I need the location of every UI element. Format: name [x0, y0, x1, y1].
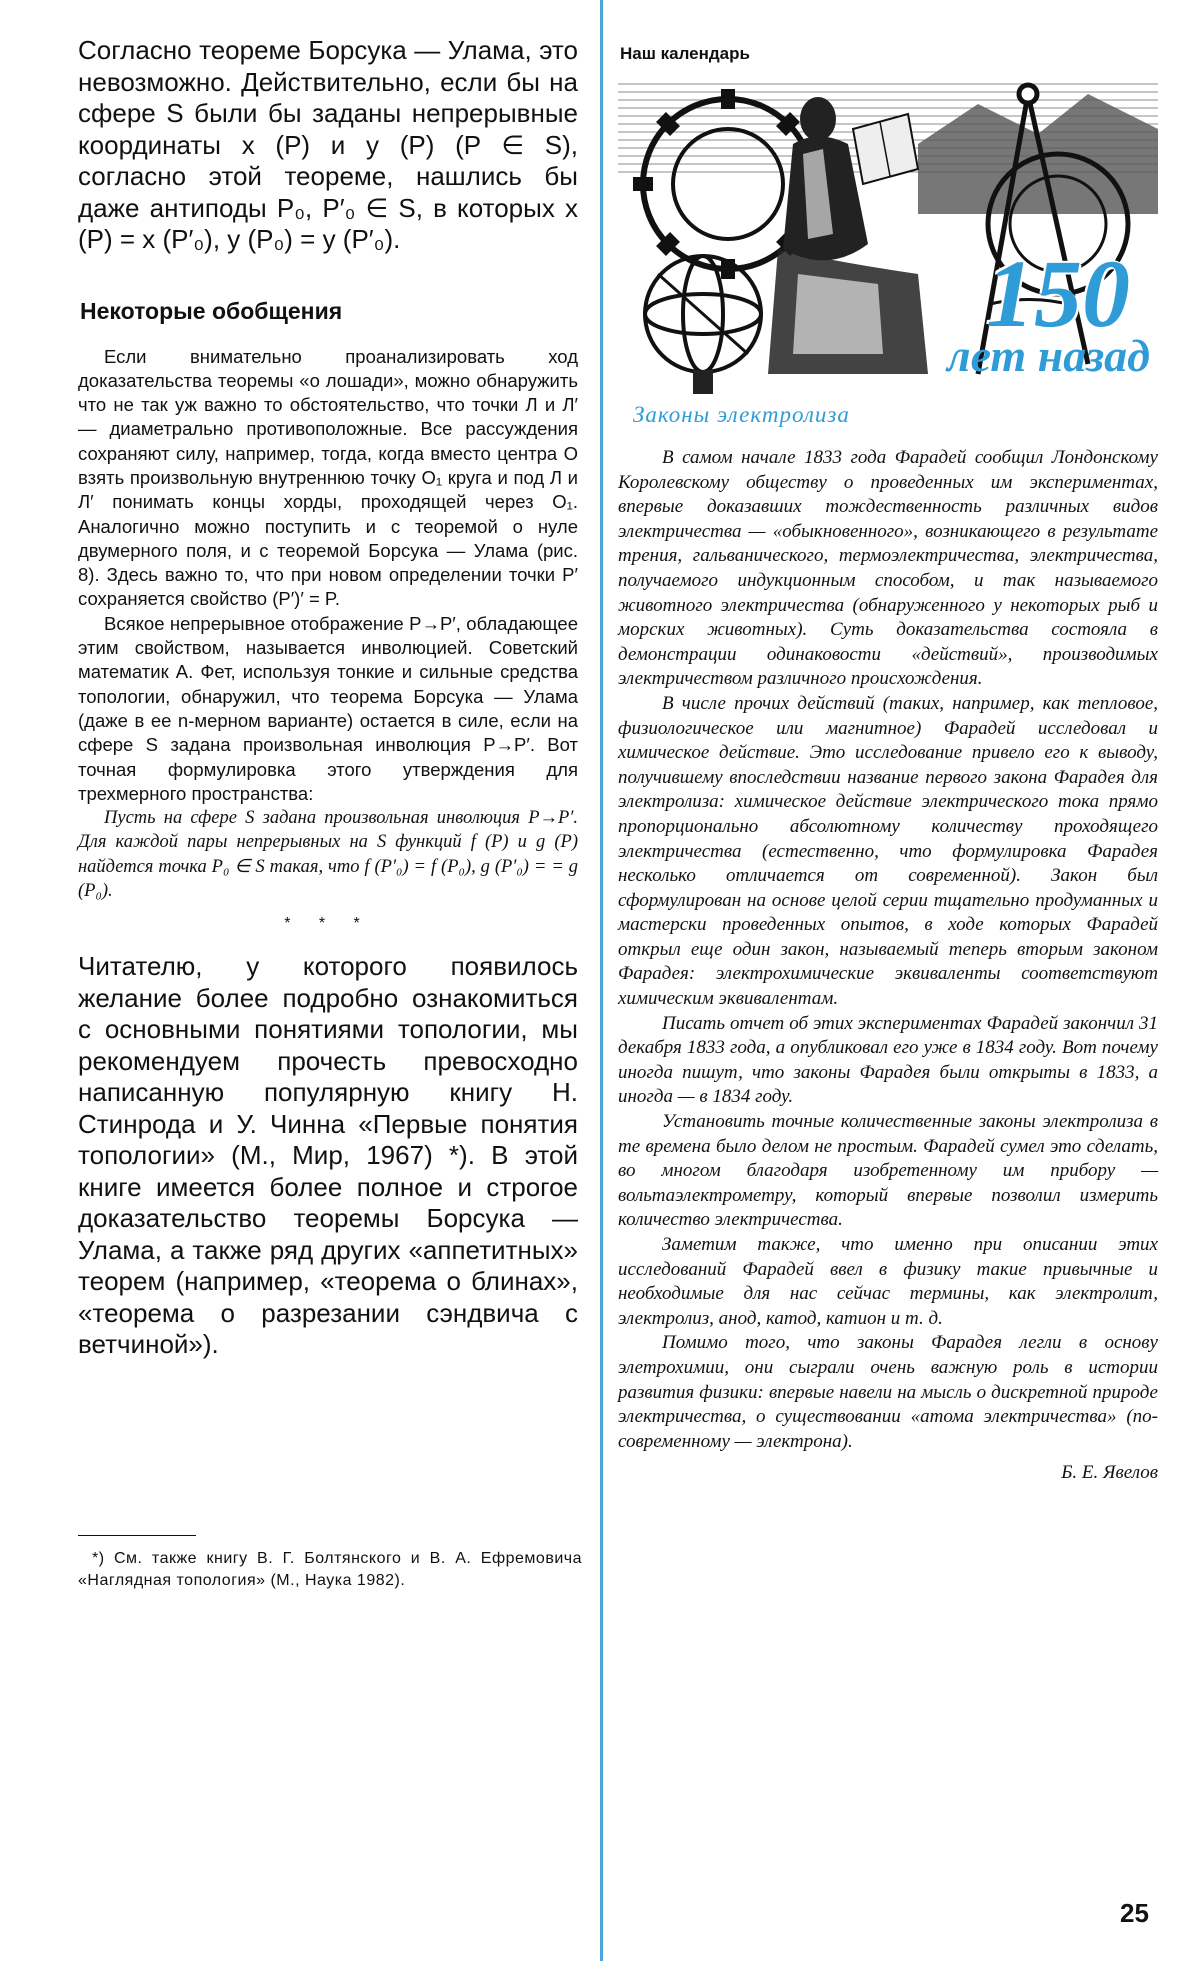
rubric-header: Наш календарь [620, 44, 750, 63]
footnote-text: *) См. также книгу В. Г. Болтянского и В. А. Ефремовича «Наглядная топология» (М., Наука 1982). [78, 1550, 582, 1589]
footnote [78, 1535, 582, 1592]
paragraph-1: Если внимательно проанализировать ход доказательства теоремы «о лошади», можно обнаружить что не так уж важно то обстоятельство, что точки Л и Л′ — диаметрально противоположные. Все рассуждения сохраняют силу, например, тогда, когда вместо центра O взять произвольную внутреннюю точку O₁ круга и под Л и Л′ понимать концы хорды, проходящей через O₁. Аналогично можно поступить и с теоремой о нуле двумерного поля, и с теоремой Борсука — Улама (рис. 8). Здесь важно то, что при новом определении точки P′ сохраняется свойство (P′)′ = P. [78, 345, 578, 610]
theorem-statement: Пусть на сфере S задана произвольная инволюция P→P′. Для каждой пары непрерывных на S функций f (P) и g (P) найдется точка P₀ ∈ S такая, что f (P′₀) = f (P₀), g (P′₀) = = g (P₀). [78, 808, 578, 902]
section-separator: * * * [284, 915, 372, 933]
paragraph-2: Всякое непрерывное отображение P→P′, обладающее этим свойством, называется инволюцией. Советский математик А. Фет, используя тонкие и сильные средства топологии, обнаружил, что теорема Борсука — Улама (даже в ее n-мерном варианте) остается в силе, если на сфере S задана произвольная инволюция P→P′. Вот точная формулировка этого утверждения для трехмерного пространства: [78, 612, 578, 804]
article-paragraph: Установить точные количественные законы электролиза в те времена было делом не простым. Фарадей сумел это сделать, во многом благодаря изобретенному им прибору — вольтаэлектрометру, который впервые позволил измерить количество электричества. [618, 1111, 1158, 1231]
article-title: Законы электролиза [633, 402, 850, 427]
right-column [618, 44, 1158, 1484]
article-paragraph: Помимо того, что законы Фарадея легли в основу элетрохимии, они сыграли очень важную роль в истории развития физики: впервые навели на мысль о дискретной природе электричества, о существовании «атома электричества» (по-современному — электрона). [618, 1332, 1158, 1452]
anniversary-number: 150 [986, 240, 1130, 347]
article-paragraph: В числе прочих действий (таких, например, как тепловое, физиологическое или магнитное) Фарадей исследовал и химическое действие. Это исследование привело его к выводу, получившему впоследствии название первого закона Фарадея для электролиза: химическое действие электрического тока прямо пропорционально абсолютному количеству проходящего электричества (естественно, что формулировка Фарадея несколько отличается от современной). Закон был сформулирован на основе целой серии тщательно продуманных и мастерски проведенных опытов, в ходе которых Фарадей открыл еще один закон, называемый теперь вторым законом Фарадея: электрохимические эквиваленты соответствуют химическим эквивалентам. [618, 692, 1158, 1010]
anniversary-illustration [618, 74, 1158, 394]
footnote-rule [78, 1535, 196, 1536]
closing-paragraph: Читателю, у которого появилось желание более подробно ознакомиться с основными понятиями топологии, мы рекомендуем прочесть превосходно написанную популярную книгу Н. Стинрода и У. Чинна «Первые понятия топологии» (М., Мир, 1967) *). В этой книге имеется более полное и строгое доказательство теоремы Борсука — Улама, а также ряд других «аппетитных» теорем (например, «теорема о блинах», «теорема о разрезании сэндвича с ветчиной»). [78, 951, 578, 1360]
left-column [78, 35, 578, 1361]
section-title: Некоторые обобщения [80, 297, 343, 324]
author-signature: Б. Е. Явелов [1061, 1462, 1158, 1484]
intro-paragraph: Согласно теореме Борсука — Улама, это невозможно. Действительно, если бы на сфере S были бы заданы непрерывные координаты x (P) и y (P) (P ∈ S), согласно этой теореме, нашлись бы даже антиподы P₀, P′₀ ∈ S, в которых x (P) = x (P′₀), y (P₀) = y (P′₀). [78, 35, 578, 254]
column-divider [600, 0, 603, 1961]
article-paragraph: Писать отчет об этих экспериментах Фарадей закончил 31 декабря 1833 года, а опубликовал его уже в 1834 году. Вот почему иногда пишут, что законы Фарадея были открыты в 1833, а иногда — в 1834 году. [618, 1012, 1158, 1108]
article-paragraph: В самом начале 1833 года Фарадей сообщил Лондонскому Королевскому обществу о проведенных им экспериментах, впервые доказавших тождественность различных видов электричества — «обыкновенного», возникающего в результате трения, гальванического, термоэлектричества, электричества, получаемого индукционным способом, и так называемого животного электричества (обнаруженного у некоторых рыб и морских животных). Суть доказательства состояла в демонстрации одинаковости «действий», производимых электричеством различного происхождения. [618, 447, 1158, 690]
page-number: 25 [1120, 1898, 1149, 1928]
anniversary-text: лет назад [946, 330, 1150, 381]
article-paragraph: Заметим также, что именно при описании этих исследований Фарадей ввел в физику такие привычные и необходимые для нас сейчас термины, как электролит, электролиз, анод, катод, катион и т. д. [618, 1234, 1158, 1329]
